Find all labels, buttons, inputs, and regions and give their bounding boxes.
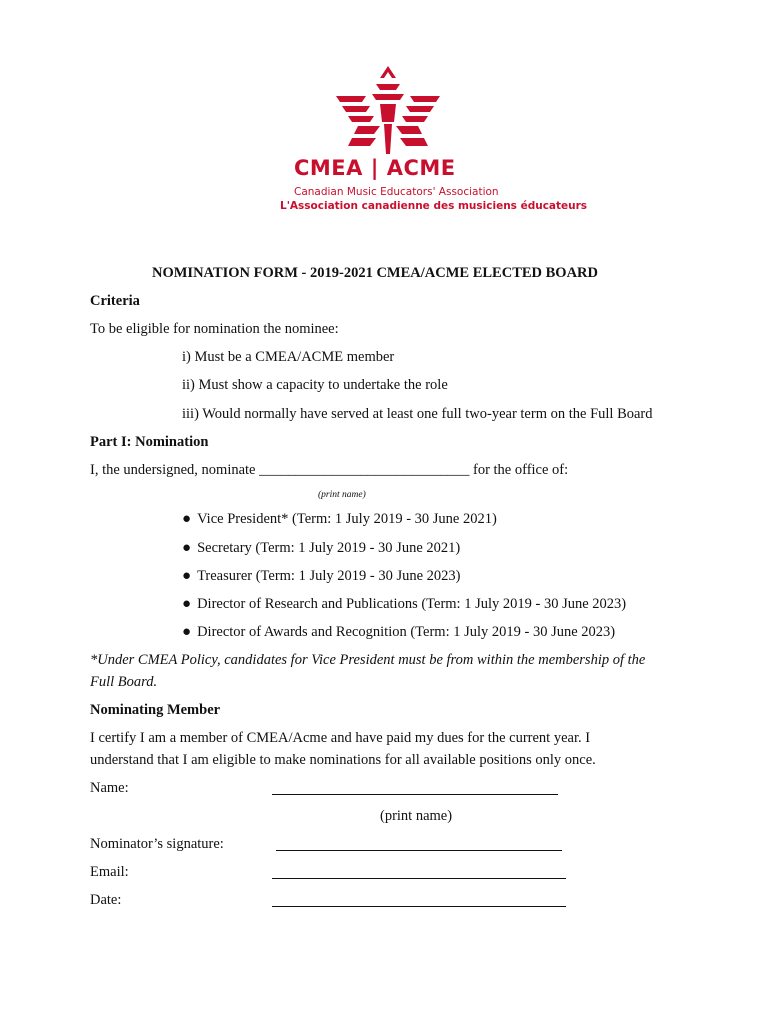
policy-note-line-1: *Under CMEA Policy, candidates for Vice President must be from within the membership of the	[90, 652, 646, 668]
name-field[interactable]	[272, 794, 558, 795]
cmea-logo	[280, 66, 588, 216]
nominate-prefix: I, the undersigned, nominate	[90, 462, 256, 478]
office-option-director-research[interactable]: ● Director of Research and Publications (Term: 1 July 2019 - 30 June 2023)	[182, 595, 626, 613]
office-option-secretary[interactable]: ● Secretary (Term: 1 July 2019 - 30 June 2021)	[182, 539, 460, 557]
policy-note-line-2: Full Board.	[90, 674, 158, 690]
nominating-member-heading: Nominating Member	[90, 702, 221, 718]
form-title: NOMINATION FORM - 2019-2021 CMEA/ACME ELECTED BOARD	[152, 265, 599, 281]
nominator-print-name-hint: (print name)	[380, 808, 453, 824]
email-field[interactable]	[272, 878, 566, 879]
criteria-intro: To be eligible for nomination the nominee:	[90, 321, 339, 337]
email-label: Email:	[90, 864, 129, 880]
office-option-vice-president[interactable]: ● Vice President* (Term: 1 July 2019 - 30 June 2021)	[182, 510, 497, 528]
criteria-heading: Criteria	[90, 293, 140, 309]
office-option-director-awards[interactable]: ● Director of Awards and Recognition (Term: 1 July 2019 - 30 June 2023)	[182, 623, 615, 641]
criteria-item-3: iii) Would normally have served at least one full two-year term on the Full Board	[182, 406, 653, 422]
name-label: Name:	[90, 780, 129, 796]
logo-wordmark: CMEA | ACME	[294, 156, 456, 180]
signature-label: Nominator’s signature:	[90, 836, 224, 852]
nominate-suffix: for the office of:	[473, 462, 569, 478]
nominee-name-field[interactable]: _____________________________	[259, 462, 470, 478]
office-option-treasurer[interactable]: ● Treasurer (Term: 1 July 2019 - 30 June 2023)	[182, 567, 461, 585]
nominee-print-name-hint: (print name)	[318, 490, 366, 500]
part1-heading: Part I: Nomination	[90, 434, 209, 450]
logo-subtitle-fr: L'Association canadienne des musiciens éducateurs	[280, 200, 588, 212]
certify-line-2: understand that I am eligible to make nominations for all available positions only once.	[90, 752, 596, 768]
logo-subtitle-en: Canadian Music Educators' Association	[294, 186, 499, 198]
criteria-item-1: i) Must be a CMEA/ACME member	[182, 349, 395, 365]
criteria-item-2: ii) Must show a capacity to undertake the role	[182, 377, 448, 393]
date-field[interactable]	[272, 906, 566, 907]
certify-line-1: I certify I am a member of CMEA/Acme and have paid my dues for the current year. I	[90, 730, 591, 746]
signature-field[interactable]	[276, 850, 562, 851]
date-label: Date:	[90, 892, 122, 908]
maple-star-logo-icon	[336, 66, 440, 154]
nominate-statement	[90, 461, 568, 479]
